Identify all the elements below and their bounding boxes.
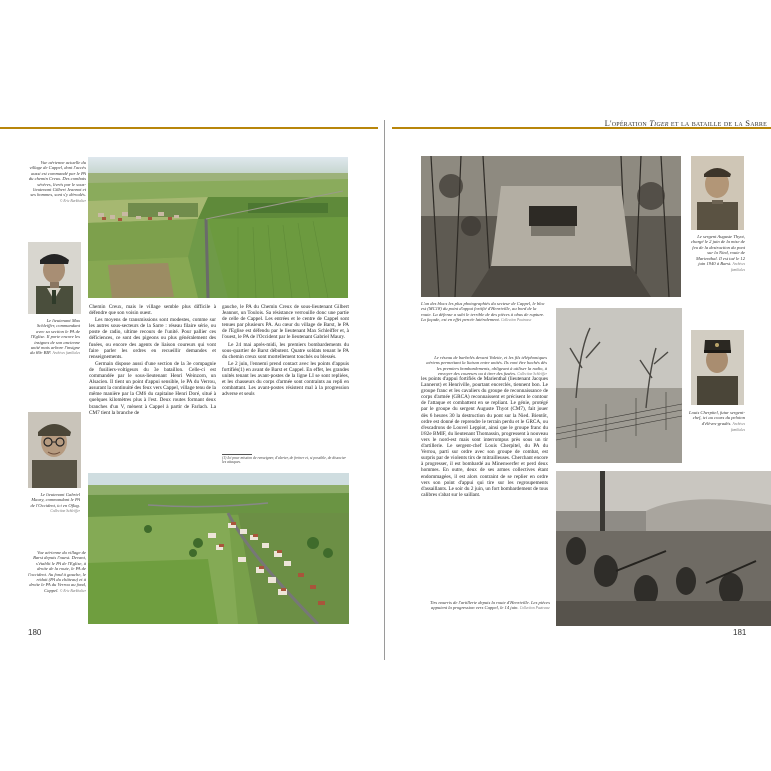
- portrait-schleiffer: [28, 242, 81, 314]
- paragraph: les points d'appui fortifiés de Marienthal (lieutenant Jacques Lannerot) et Henriville, pourtant encerclés, tiennent bon. Le groupe franc et les cavaliers du groupe de reconnaissance de corps d'armée (GRCA) reconnaissent et précisent le contour de l'attaque et combattent en se repliant. Le génie, protégé par le groupe du sergent Auguste Thyot (CM7), fait jouer dès 6 heures 30 la destruction du pont sur la Nied. Bientôt, ordre est donné de reprendre le terrain perdu et le GRCA, ou d'escadrons de Louvel Leppiot, ainsi que le groupe franc du I/82e BMIF, du lieutenant Thomassin, progressent à nouveau vers le nord-est mais sont interrompus près sous un tir d'artillerie. Le sergent-chef Louis Cherpitel, du PA du Verrou, parti sur ordre avec son groupe de combat, est surpris par de violents tirs de mitrailleuses. Cherchant encore à progresser, il est bombardé au Minenwerfer et perd deux hommes. En outre, deux de ses armes collectives étant endommagées, il est alors contraint de se replier en ordre vers son point d'appui qui tire sur les regroupements d'assaillants. Le soir du 2 juin, un fort bombardement de tous calibres s'abat sur le saillant.: [421, 376, 548, 498]
- paragraph: Les moyens de transmissions sont modestes, comme sur les autres sous-secteurs de la Sarre : réseau filaire série, ou poste de radio, ultime recours de l'unité. Pour pallier ces déficiences, ce sont des pigeons ou plus généralement des fusées, ou encore des agents de liaison coureurs qui vont faire parler les ordres en recueillir demandes et renseignements.: [89, 317, 216, 360]
- caption-artillery: Tirs nourris de l'artillerie depuis la route d'Henriville. Les pièces appuient la progression vers Cappel, le 14 juin. Collection Pautrasse: [430, 600, 550, 611]
- paragraph: gauche, le PA du Chemin Creux de sous-lieutenant Gilbert Jeannot, un Toulois. Sa résistance verrouille donc une partie de celle de Cappel. Les entrées et le centre de Cappel sont tenues par plusieurs PA. Au cœur du village de Barst, le PA de l'Eglise est défendu par le lieutenant Max Schleiffer et, à l'ouest, le PA de l'Occident par le lieutenant Gabriel Maury.: [222, 304, 349, 341]
- right-body-text: [421, 376, 548, 499]
- bunker-photo: [421, 156, 681, 297]
- paragraph: Germain dispose aussi d'une section de la 3e compagnie de fusiliers-voltigeurs du 3e bataillon. Celle-ci est commandée par le sous-lieutenant Henri Weinzorn, un Alsacien. Il tient un point d'appui sensible, le PA du Verrou, assurant la continuité des feux vers Cappel, village tenu de la même manière par la CM6 du capitaine Henri Doré, situé à quelques kilomètres plus à l'est. Deux routes formant deux branches d'un V, mènent à Cappel à partir de Farlach. La CM7 tient la branche de: [89, 360, 216, 416]
- paragraph: Le 24 mai après-midi, les premiers bombardements du sous-quartier de Barst débutent. Quatre soldats tenant le PA du chemin creux sont mortellement touchés ou blessés.: [222, 341, 349, 360]
- paragraph: Chemin Creux, mais le village semble plus difficile à défendre que son voisin ouest.: [89, 304, 216, 317]
- caption-maury: Le lieutenant Gabriel Maury, commandant le PA de l'Occident, ici en Oflag. Collection Schleiffer: [30, 492, 80, 514]
- caption-cherpitel: Louis Cherpitel, futur sergent-chef, ici au cours du peloton d'élèves-gradés. Archives familiales: [689, 410, 745, 433]
- caption-aerial-top: Vue aérienne actuelle du village de Cappel, dont l'accès aussi est commandé par le PA du chemin Creux. Des combats sévères, livrés par le sous-lieutenant Gilbert Jeannot et ses hommes, sont s'y déroulés. © Eric Burkhalter: [28, 160, 86, 203]
- page-gutter: [384, 120, 385, 660]
- paragraph: Le 2 juin, l'ennemi prend contact avec les points d'appuis fortifiés(1) en avant de Barst et Cappel. En effet, les grandes unités tenant les avant-postes de la ligne LI se sont repliées, et les chasseurs du corps d'armée sont contraints au repli en combattant. Les avant-postes résistent mal à la progression adverse et seuls: [222, 360, 349, 398]
- barbed-wire-photo: [556, 308, 682, 463]
- caption-wire: Le réseau de barbelés devant Valette, et les fils téléphoniques aériens permettant la liaison entre unités. Ils vont être hachés dès les premiers bombardements, obligeant à utiliser la radio, à envoyer des coureurs ou à tirer des fusées. Collection Schleiffer: [426, 355, 547, 377]
- page-top-margin: [0, 0, 771, 132]
- portrait-thyot: [691, 156, 744, 230]
- page-number-left: 180: [28, 628, 42, 637]
- portrait-maury: [28, 412, 81, 488]
- running-header: L'opération Tiger et la bataille de la Sarre: [604, 118, 767, 128]
- left-body-col2: [222, 304, 349, 398]
- caption-schleiffer: Le lieutenant Max Schleiffer, commandant avec sa section le PA de l'Eglise. Il porte encore les insignes de son ancienne unité mais arbore l'insigne du 69e BIF. Archives familiales: [30, 318, 80, 356]
- aerial-photo-barst: [88, 473, 349, 624]
- portrait-cherpitel: [691, 330, 744, 405]
- header-rule-left: [0, 127, 378, 129]
- artillery-photo: [556, 471, 771, 626]
- page-number-right: 181: [733, 628, 747, 637]
- caption-bunker: L'un des blocs les plus photographiés du secteur de Cappel, le bloc est (MC18) du point d'appui fortifié d'Henriville, au bord de la route. La défense a subi le terrible de des pièces à obus de rupture. La façade, est en effet percée latéralement. Collection Pautrasse: [421, 301, 545, 323]
- footnote-rule: [222, 454, 252, 455]
- caption-aerial-bottom: Vue aérienne du village de Barst depuis l'ouest. Devant, s'établit le PA de l'Eglise, à droite de la route, le PA de l'occident. Au fond à gauche, le réduit (PA du château) et à droite le PA du Verrou au fond, Cappel. © Eric Burkhalter: [28, 550, 86, 593]
- caption-thyot: Le sergent Auguste Thyot, chargé le 2 juin de la mise de feu de la destruction du pont sur la Nied, route de Marienthal. Il est tué le 12 juin 1940 à Barst. Archives familiales: [690, 234, 745, 273]
- left-body-col1: [89, 304, 216, 417]
- aerial-photo-cappel: [88, 157, 348, 298]
- footnote: (1) Ici pour mission de renseigner, d'alerter, de freiner et, si possible, de dissocier les attaques.: [222, 456, 347, 465]
